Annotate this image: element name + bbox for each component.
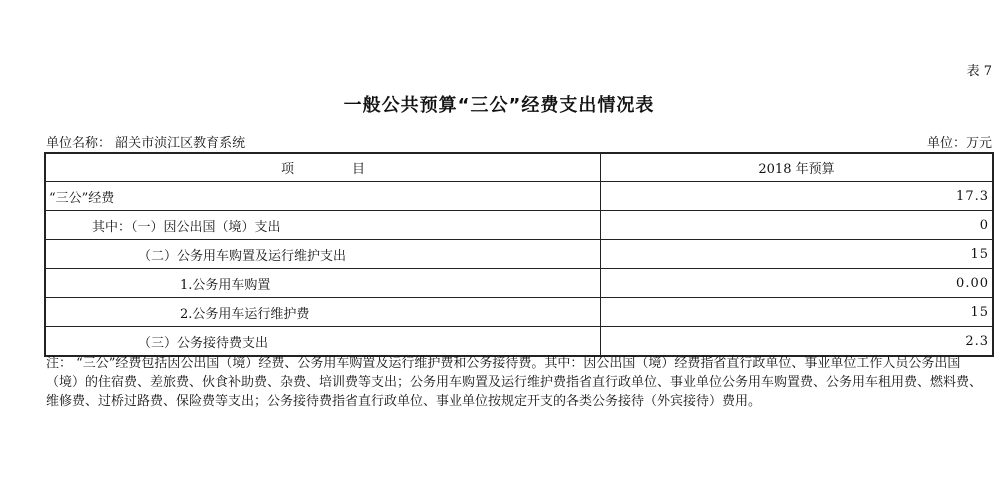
footnote: 注： “三公”经费包括因公出国（境）经费、公务用车购置及运行维护费和公务接待费。其中：因公出国（境）经费指省直行政单位、事业单位工作人员公务出国（境）的住宿费、差旅费、伙食补助费、杂费、培训费等支出；公务用车购置及运行维护费指省直行政单位、事业单位公务用车购置费、公务用车租用费、燃料费、维修费、过桥过路费、保险费等支出；公务接待费指省直行政单位、事业单位按规定开支的各类公务接待（外宾接待）费用。 [46,356,983,409]
row-value: 0.00 [601,269,994,298]
header-item-char-1: 项 [280,162,294,177]
row-label: “三公”经费 [45,182,601,211]
unit-name: 单位名称： 韶关市浈江区教育系统 [46,136,246,151]
header-item [45,153,601,182]
table-row [45,327,993,357]
unit-label: 单位：万元 [926,136,992,151]
header-item-char-2: 目 [352,162,366,177]
row-value: 2.3 [601,327,994,357]
table-row [45,269,993,298]
table-row [45,240,993,269]
budget-table [44,152,994,357]
table-header-row [45,153,993,182]
header-budget: 2018 年预算 [601,153,994,182]
row-label: 1.公务用车购置 [45,269,601,298]
table-row [45,211,993,240]
row-value: 15 [601,298,994,327]
row-label: 其中：（一）因公出国（境）支出 [45,211,601,240]
row-label: （二）公务用车购置及运行维护支出 [45,240,601,269]
row-value: 17.3 [601,182,994,211]
row-value: 15 [601,240,994,269]
table-row [45,298,993,327]
row-label: 2.公务用车运行维护费 [45,298,601,327]
page-title: 一般公共预算“三公”经费支出情况表 [343,95,655,116]
table-number: 表 7 [966,64,992,79]
table-row [45,182,993,211]
row-label: （三）公务接待费支出 [45,327,601,357]
row-value: 0 [601,211,994,240]
